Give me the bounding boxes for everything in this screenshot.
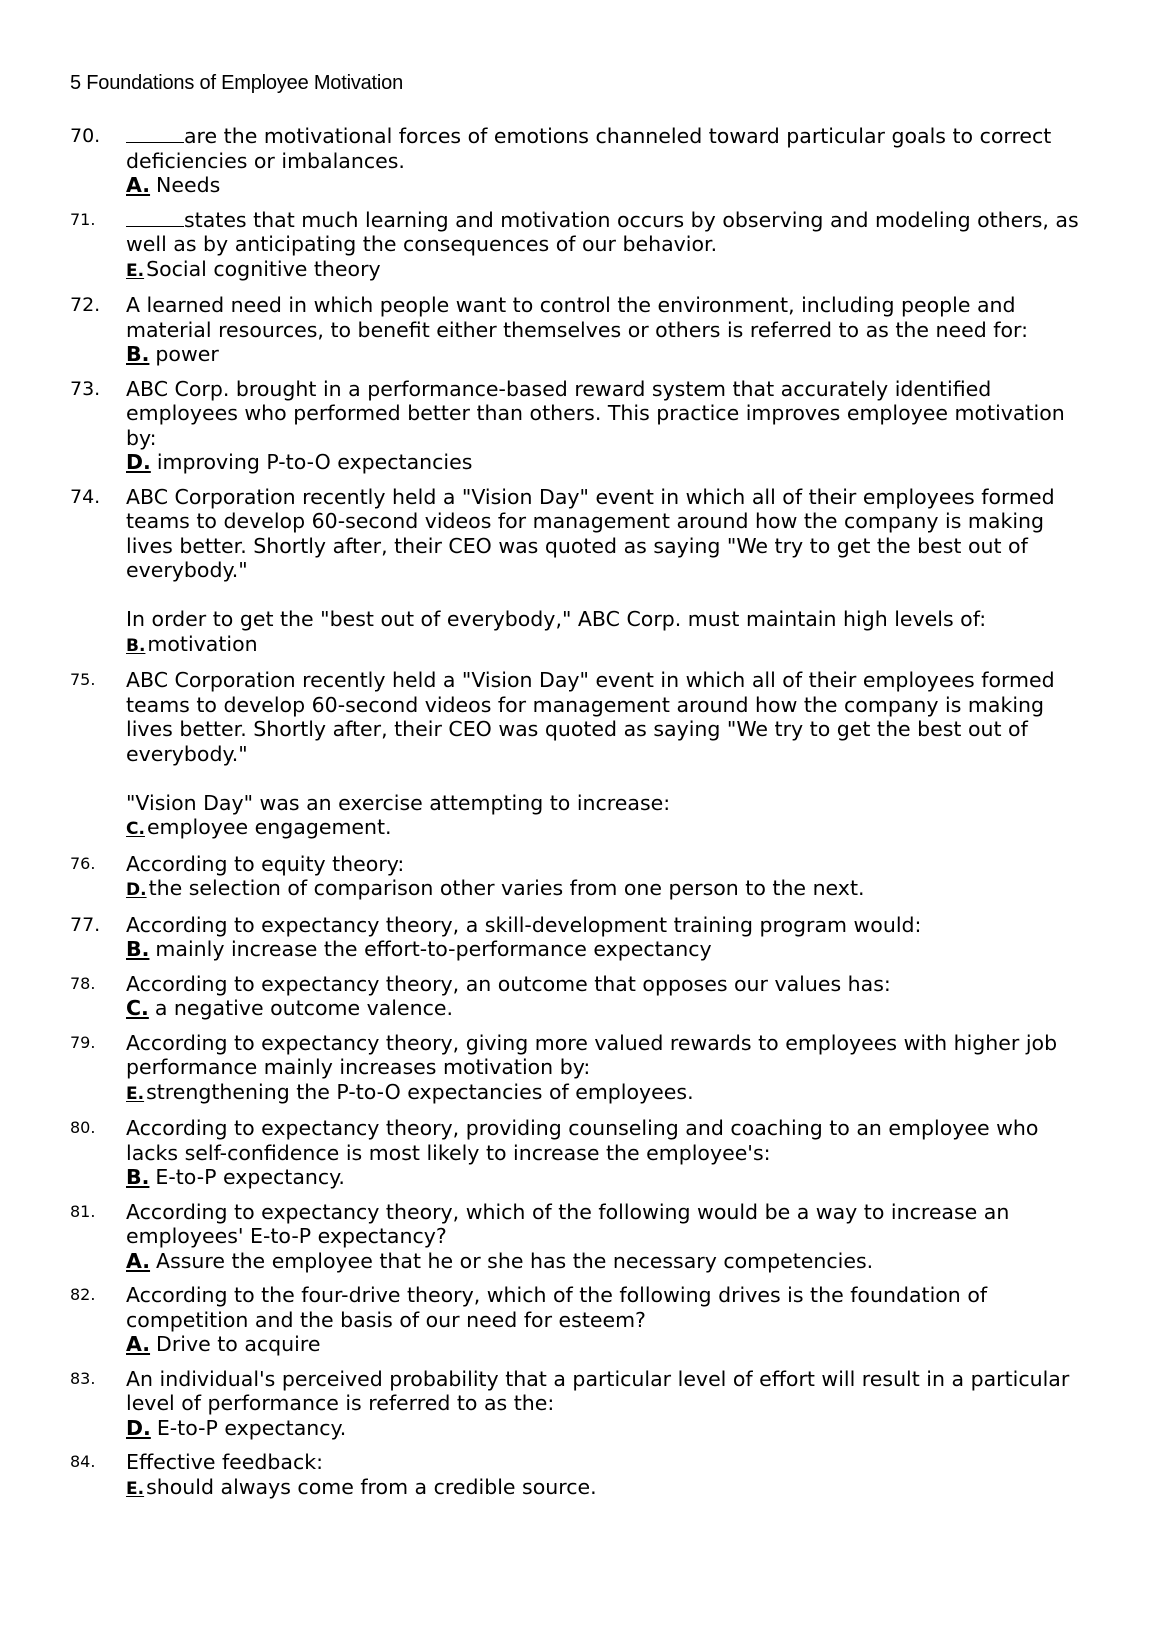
question-stem: According to expectancy theory, giving more valued rewards to employees with higher job performance mainly increases motivation by: bbox=[126, 1030, 1058, 1079]
question-stem: According to the four-drive theory, which of the following drives is the foundation of competition and the basis of our need for esteem? bbox=[126, 1283, 988, 1332]
answer-letter: D. bbox=[126, 450, 151, 474]
answer-text: motivation bbox=[147, 631, 258, 656]
answer-text: should always come from a credible source. bbox=[146, 1474, 597, 1499]
answer-letter: B. bbox=[126, 635, 146, 656]
answer-line bbox=[126, 1249, 1090, 1274]
question-80 bbox=[70, 1116, 1090, 1190]
answer-letter: B. bbox=[126, 342, 150, 366]
question-stem: states that much learning and motivation occurs by observing and modeling others, as well as by anticipating the consequences of our behavior. bbox=[126, 207, 1079, 256]
answer-letter: C. bbox=[126, 996, 149, 1020]
answer-line bbox=[126, 1475, 1090, 1502]
question-number: 78. bbox=[70, 973, 96, 993]
answer-letter: D. bbox=[126, 1415, 151, 1440]
answer-letter: A. bbox=[126, 1332, 151, 1356]
question-number: 72. bbox=[70, 294, 101, 316]
answer-line bbox=[126, 1416, 1090, 1441]
answer-text: Assure the employee that he or she has the necessary competencies. bbox=[156, 1248, 874, 1273]
question-74 bbox=[70, 485, 1090, 659]
answer-letter: A. bbox=[126, 173, 151, 197]
question-73 bbox=[70, 377, 1090, 475]
question-stem: are the motivational forces of emotions channeled toward particular goals to correct deficiencies or imbalances. bbox=[126, 124, 1052, 173]
question-76 bbox=[70, 852, 1090, 903]
question-stem: According to equity theory: bbox=[126, 851, 405, 876]
answer-letter: E. bbox=[126, 260, 145, 281]
question-number: 81. bbox=[70, 1201, 96, 1221]
question-number: 83. bbox=[70, 1368, 96, 1388]
question-number: 79. bbox=[70, 1032, 96, 1052]
answer-text: strengthening the P-to-O expectancies of employees. bbox=[146, 1079, 694, 1104]
answer-text: improving P-to-O expectancies bbox=[156, 450, 473, 474]
answer-letter: D. bbox=[126, 880, 147, 900]
question-number: 75. bbox=[70, 670, 96, 689]
question-stem: Effective feedback: bbox=[126, 1450, 324, 1474]
question-stem: ABC Corporation recently held a "Vision Day" event in which all of their employees formed teams to develop 60-second videos for management around how the company is making lives better. Shortly after, their CEO was quoted as saying "We try to get the best out of everybody." bbox=[126, 668, 1055, 766]
question-list bbox=[70, 124, 1090, 1511]
question-71 bbox=[70, 208, 1090, 284]
question-84 bbox=[70, 1450, 1090, 1501]
question-79 bbox=[70, 1031, 1090, 1107]
question-number: 84. bbox=[70, 1452, 96, 1471]
answer-letter: E. bbox=[126, 1083, 145, 1104]
answer-line bbox=[126, 815, 1090, 842]
question-stem: According to expectancy theory, which of the following would be a way to increase an employees' E-to-P expectancy? bbox=[126, 1199, 1010, 1248]
question-number: 80. bbox=[70, 1118, 96, 1137]
question-stem: According to expectancy theory, providing counseling and coaching to an employee who lacks self-confidence is most likely to increase the employee's: bbox=[126, 1116, 1039, 1165]
answer-letter: B. bbox=[126, 1165, 150, 1189]
question-stem: ABC Corp. brought in a performance-based reward system that accurately identified employees who performed better than others. This practice improves employee motivation by: bbox=[126, 376, 1065, 450]
answer-text: a negative outcome valence. bbox=[154, 996, 453, 1020]
answer-text: employee engagement. bbox=[146, 815, 392, 839]
answer-line bbox=[126, 1332, 1090, 1357]
question-77 bbox=[70, 913, 1090, 962]
question-70 bbox=[70, 124, 1090, 198]
answer-text: Needs bbox=[156, 173, 221, 197]
question-82 bbox=[70, 1283, 1090, 1357]
answer-line bbox=[126, 937, 1090, 962]
question-stem-followup: In order to get the "best out of everybody," ABC Corp. must maintain high levels of: bbox=[126, 607, 987, 631]
question-72 bbox=[70, 293, 1090, 367]
answer-text: the selection of comparison other varies from one person to the next. bbox=[148, 876, 865, 900]
question-number: 71. bbox=[70, 209, 96, 229]
question-number: 82. bbox=[70, 1285, 96, 1304]
question-stem: ABC Corporation recently held a "Vision Day" event in which all of their employees formed teams to develop 60-second videos for management around how the company is making lives better. Shortly after, their CEO was quoted as saying "We try to get the best out of everybody." bbox=[126, 484, 1055, 582]
answer-text: mainly increase the effort-to-performance expectancy bbox=[155, 937, 712, 961]
answer-line bbox=[126, 342, 1090, 367]
question-number: 77. bbox=[70, 913, 101, 936]
answer-line bbox=[126, 996, 1090, 1021]
answer-line bbox=[126, 1080, 1090, 1107]
question-stem: According to expectancy theory, an outcome that opposes our values has: bbox=[126, 971, 891, 996]
question-stem: According to expectancy theory, a skill-development training program would: bbox=[126, 912, 922, 937]
answer-letter: B. bbox=[126, 937, 150, 961]
answer-letter: C. bbox=[126, 819, 145, 839]
answer-line bbox=[126, 257, 1090, 284]
answer-line bbox=[126, 1165, 1090, 1190]
question-stem: A learned need in which people want to control the environment, including people and material resources, to benefit either themselves or others is referred to as the need for: bbox=[126, 293, 1028, 342]
answer-line bbox=[126, 450, 1090, 475]
question-number: 73. bbox=[70, 377, 101, 400]
question-stem-wrapper bbox=[126, 208, 1090, 257]
answer-line bbox=[126, 173, 1090, 198]
page-header: 5 Foundations of Employee Motivation bbox=[70, 72, 403, 94]
question-number: 74. bbox=[70, 485, 101, 508]
question-75 bbox=[70, 668, 1090, 842]
answer-text: Social cognitive theory bbox=[146, 256, 381, 281]
question-number: 70. bbox=[70, 125, 101, 147]
answer-text: E-to-P expectancy. bbox=[155, 1165, 345, 1189]
fill-in-blank bbox=[126, 208, 184, 227]
answer-line bbox=[126, 632, 1090, 659]
answer-line bbox=[126, 876, 1090, 903]
answer-text: Drive to acquire bbox=[156, 1332, 321, 1356]
question-stem-wrapper bbox=[126, 124, 1090, 173]
question-number: 76. bbox=[70, 853, 96, 873]
question-stem-followup: "Vision Day" was an exercise attempting to increase: bbox=[126, 790, 671, 815]
answer-text: E-to-P expectancy. bbox=[156, 1415, 347, 1440]
answer-letter: A. bbox=[126, 1248, 151, 1273]
question-83 bbox=[70, 1367, 1090, 1441]
answer-letter: E. bbox=[126, 1478, 145, 1499]
question-stem: An individual's perceived probability that a particular level of effort will result in a particular level of performance is referred to as the: bbox=[126, 1366, 1070, 1415]
question-78 bbox=[70, 972, 1090, 1021]
fill-in-blank bbox=[126, 124, 184, 143]
answer-text: power bbox=[155, 342, 219, 366]
question-81 bbox=[70, 1200, 1090, 1274]
